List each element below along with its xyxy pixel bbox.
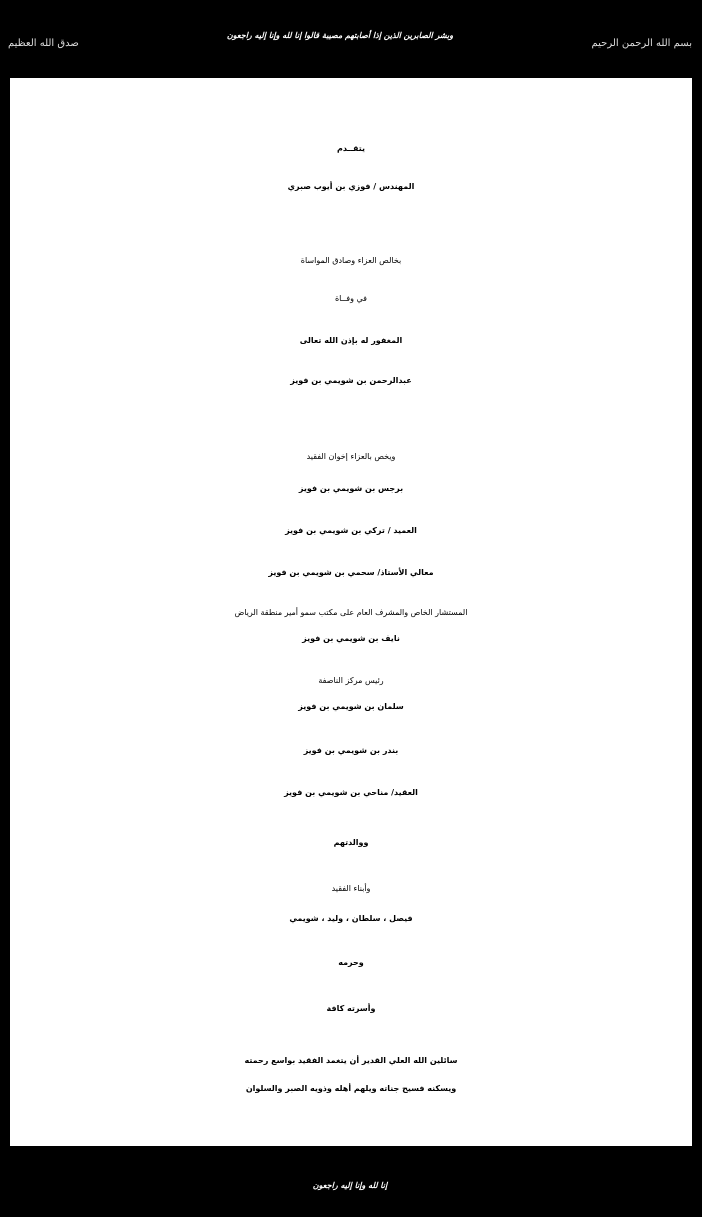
sender-name: المهندس / فوزي بن أيوب صبري (287, 182, 415, 191)
brother-name: بندر بن شويمي بن فويز (303, 746, 399, 755)
sadaq-text: صدق الله العظيم (8, 38, 79, 49)
addressed-to-text: ويخص بالعزاء إخوان الفقيد (306, 452, 396, 461)
widow-text: وحرمه (338, 958, 364, 967)
brother-name: سلمان بن شويمي بن فويز (298, 702, 404, 711)
brother-title: المستشار الخاص والمشرف العام على مكتب سمو أمير منطقة الرياض (234, 608, 468, 617)
sons-label: وأبناء الفقيد (331, 884, 371, 893)
mother-text: ووالدتهم (333, 838, 369, 847)
condolence-text: بخالص العزاء وصادق المواساة (300, 256, 402, 265)
brother-name: نايف بن شويمي بن فويز (302, 634, 400, 643)
condolence-notice (10, 78, 692, 1146)
brother-name: العقيد/ مناحي بن شويمي بن فويز (284, 788, 418, 797)
basmala: بسم الله الرحمن الرحيم (591, 38, 692, 49)
brother-name: برجس بن شويمي بن فويز (298, 484, 404, 493)
brother-name: معالي الأستاذ/ سحمي بن شويمي بن فويز (268, 568, 434, 577)
sons-names: فيصل ، سلطان ، وليد ، شويمي (289, 914, 413, 923)
footer-banner (0, 1152, 702, 1217)
prayer-line: سائلين الله العلي القدير أن يتغمد الفقيد بواسع رحمته (244, 1056, 458, 1065)
footer-verse: إنا لله وإنا إليه راجعون (312, 1180, 388, 1190)
brother-title: رئيس مركز الناصفة (318, 676, 384, 685)
intro-text: يتقــدم (337, 144, 365, 153)
header-verse: وبشر الصابرين الذين إذا أصابتهم مصيبة قالوا إنا لله وإنا إليه راجعون (226, 30, 454, 40)
prayer-line: ويسكنه فسيح جناته ويلهم أهله وذويه الصبر والسلوان (245, 1084, 457, 1093)
late-title: المغفور له بإذن الله تعالى (299, 336, 403, 345)
brother-name: العميد / تركي بن شويمي بن فويز (285, 526, 417, 535)
death-of-text: في وفــاة (334, 294, 368, 303)
header-banner (0, 0, 702, 70)
deceased-name: عبدالرحمن بن شويمي بن فويز (290, 376, 412, 385)
family-text: وأسرته كافة (326, 1004, 376, 1013)
